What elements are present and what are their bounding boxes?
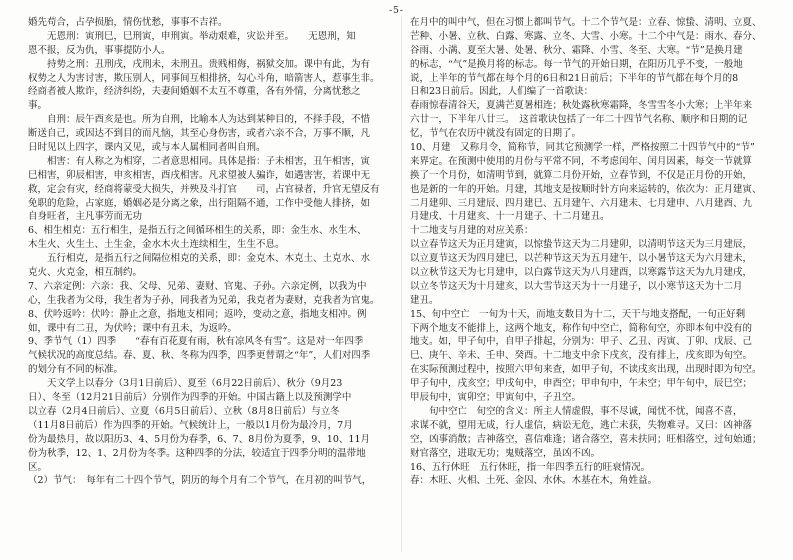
text-line: 16、五行休旺 五行休旺，指一年四季五行的旺衰情况。	[410, 461, 651, 473]
text-line: 10、月建 又称月令，简称节，同其它预测学一样，严格按照二十四节气中的“节”	[410, 142, 755, 154]
text-line: 6、相生相克：五行相生，是指五行之间循环相生的关系，即：金生水、水生木、	[28, 225, 367, 237]
text-line: 天文学上以春分（3月1日前后）、夏至（6月22日前后）、秋分（9月23	[28, 378, 343, 390]
text-line: 芒种、小暑、立秋、白露、寒露、立冬、大雪、小寒。十二个中气是：雨水、春分、	[410, 30, 762, 42]
text-line: 财官落空，进取无功；鬼贼落空，虽凶不凶。	[410, 447, 601, 459]
text-line: 下两个地支不能排上，这两个地支，称作旬中空亡，简称旬空，亦即本旬中没有的	[410, 322, 753, 334]
text-line: 忆，节气在农历中就没有固定的日期了。	[410, 128, 582, 140]
text-line: 巳、庚午、辛未、壬申、癸酉。十二地支中余下戌亥，没有排上，戌亥即为旬空。	[410, 350, 753, 362]
text-line: 在实际预测过程中，按照六甲旬来查，如甲子旬，不读戌亥出现，出现时即为旬空。	[410, 364, 762, 376]
text-line: 8、伏吟返吟：伏吟：静止之意，指地支相同；返吟，变动之意，指地支相冲。例	[28, 308, 367, 320]
text-line: 空，凶事消散；吉神落空，喜信难逢；诸合落空，喜未扶同；旺相落空，过旬始通；	[410, 433, 762, 445]
text-line: （11月8日前后）作为四季的开始。气候统计上，一般以1月份为最冷月，7月	[28, 419, 353, 431]
text-line: 15、旬中空亡 一旬为十天，而地支数目为十二，天干与地支搭配，一旬正好剩	[410, 308, 746, 320]
text-line: 无恩刑：寅刑巳，巳刑寅，申刑寅。举动艰难，灾讼并至。 无恩刑，知	[28, 30, 356, 42]
text-line: 区。	[28, 461, 48, 473]
text-line: 以立冬节这天为十月建亥，以大雪节这天为十一月建子，以小寒节这天为十二月	[410, 280, 743, 292]
text-line: 的划分有不同的标准。	[28, 364, 124, 376]
text-line: 气候状况的高度总结。春、夏、秋、冬称为四季，四季更替谓之“年”，人们对四季	[28, 350, 371, 362]
text-line: 以立春节这天为正月建寅，以惊蛰节这天为二月建卯，以清明节这天为三月建辰，	[410, 239, 753, 251]
page-number: -5-	[389, 6, 404, 16]
text-line: 日和23日前后。因此，人们编了一首歌诀：	[410, 86, 594, 98]
text-line: 免职的危险，占家庭，婚姻必是分离之象，出行阻隔不通，工作中受他人排挤，如	[28, 197, 371, 209]
text-line: 断送自己，或因达不到目的而凡恼，其至心身伤害，或者六亲不合，万事不顺，凡	[28, 128, 371, 140]
text-line: 春：木旺、火相、土死、金囚、水休。木基在木，角姓益。	[410, 475, 658, 487]
text-line: 说，上半年的节气都在每个月的6日和21日前后；下半年的节气都在每个月的8	[410, 72, 739, 84]
text-line: 以立春（2月4日前后）、立夏（6月5日前后）、立秋（8月8日前后）与立冬	[28, 405, 340, 417]
text-line: 婚先苟合，占孕损胎，情伤忧愁，事事不吉祥。	[28, 17, 228, 28]
text-line: 也是新的一年的开始。月建，其地支是按顺时针方向来运转的，依次为：正月建寅、	[410, 183, 762, 195]
text-line: 巳相害，卯辰相害，申亥相害，酉戌相害。凡求望被人骗诈，如遇害害，若课中无	[28, 169, 371, 181]
column-divider	[401, 16, 402, 552]
text-line: 如，课中有二丑，为伏吟；课中有丑未，为返吟。	[28, 322, 238, 334]
text-line: 甲子旬中，戌亥空；甲戌旬中，申酉空；甲申旬中，午未空；甲午旬中，辰巳空；	[410, 378, 753, 390]
text-line: 甲辰旬中，寅卯空；甲寅旬中，子丑空。	[410, 392, 582, 404]
text-line: 克火、火克金，相互制约。	[28, 267, 143, 279]
text-line: 自刑：辰午酉亥是也。所为自刑，比喻本人为达到某种目的，不择手段，不惜	[28, 114, 371, 126]
text-line: 7、六亲定例：六亲：我、父母、兄弟、妻财、官鬼、子孙。六亲定例，以我为中	[28, 280, 367, 292]
text-line: 份为秋季，12、1、2月份为冬季。这种四季的分法，较适宜于四季分明的温带地	[28, 447, 366, 459]
right-column	[410, 16, 772, 552]
text-line: 心，生我者为父母，我生者为子孙，同我者为兄弟，我克者为妻财，克我者为官鬼。	[28, 294, 380, 306]
text-line: 春雨惊春清谷天，夏满芒夏暑相连；秋处露秋寒霜降，冬雪雪冬小大寒；上半年来	[410, 100, 753, 112]
text-line: 日时见以上四字，课内又见，或与本人属相同者叫自刑。	[28, 142, 266, 154]
text-line: 持势之刑：丑刑戌，戌刑未，未刑丑。贵贱相侮，祸狱交加。课中有此，为有	[28, 58, 371, 70]
text-line: 自身旺者，主凡事劳而无功	[28, 211, 143, 223]
text-line: 的标志，“气”是换月将的标志。每一节气的开始日期，在阳历几乎不变，一般地	[410, 58, 743, 70]
text-line: 换了一个月份，如清明节到，就算二月份开始，立春节到，不仅是正月份的开始，	[410, 169, 753, 181]
text-line: 救，定会有灾，经商将蒙受大损失，并殃及斗打官 司，占官禄者，升官无望反有	[28, 183, 380, 195]
text-line: 份为最热月，故以阳历3、4、5月份为春季，6、7、8月份为夏季，9、10、11月	[28, 433, 370, 445]
text-line: 权势之人为害讨害，欺压别人，同事间互相排挤，勾心斗角，暗箭害人，惹事生非。	[28, 72, 380, 84]
text-line: 木生火、火生土、土生金，金水木火土连续相生，生生不息。	[28, 239, 285, 251]
text-line: 来界定。在预测中使用的月份与平常不同，不考虑闰年、闰月因素，每交一节就算	[410, 155, 753, 167]
text-line: 以立秋节这天为七月建申，以白露节这天为八月建酉，以寒露节这天为九月建戌，	[410, 267, 753, 279]
text-line: 日）、冬至（12月21日前后）分别作为四季的开始。中国古籍上以及预测学中	[28, 392, 352, 404]
text-line: 事。	[28, 100, 48, 112]
text-line: 建丑。	[410, 294, 439, 306]
text-line: 求谋不就，望用无成，行人虚信，病讼无危，逃亡未获，失物难寻。又曰：凶神落	[410, 419, 753, 431]
text-line: 相害：有人称之为相穿，二者意思相同。具体是指：子未相害，丑午相害，寅	[28, 155, 371, 167]
text-line: 十二地支与月建的对应关系：	[410, 225, 534, 237]
text-line: 在月中的叫中气，但在习惯上都叫节气。十二个节气是：立春、惊蛰、清明、立夏、	[410, 17, 762, 28]
text-line: 五行相克，是指五行之间隔位相克的关系，即：金克木、木克土、土克水、水	[28, 253, 371, 265]
left-column	[28, 16, 394, 552]
text-line: （2）节气： 每年有二十四个节气，阴历的每个月有二个节气，在月初的叫节气，	[28, 475, 372, 487]
text-line: 以立夏节这天为四月建巳，以芒种节这天为五月建午，以小暑节这天为六月建未，	[410, 253, 753, 265]
text-line: 二月建卯、三月建辰、四月建巳、五月建午、六月建未、七月建申、八月建酉、九	[410, 197, 753, 209]
text-line: 经商者被人欺诈，经济纠纷，夫妻间婚姻不太互不尊重，各有外情，分离忧愁之	[28, 86, 361, 98]
text-line: 恩不报，反为仇，事事提防小人。	[28, 44, 171, 56]
text-line: 月建戌、十月建亥、十一月建子、十二月建丑。	[410, 211, 610, 223]
text-line: 六廿一，下半年八廿三。 这首歌诀包括了一年二十四节气名称、顺序和日期的记	[410, 114, 748, 126]
text-line: 9、季节气（1）四季 “春有百花夏有雨，秋有凉风冬有雪”。这是对一年四季	[28, 336, 364, 348]
text-line: 谷雨、小满、夏至大暑、处暑、秋分、霜降、小雪、冬至、大寒。“节”是换月建	[410, 44, 743, 56]
text-line: 旬中空亡 旬空的含义：所主人情虚假，事不尽诚，闻忧不忧，闻喜不喜，	[410, 405, 743, 417]
text-line: 地支。如，甲子旬中，自甲子排起，分别为：甲子、乙丑、丙寅、丁卯、戊辰、己	[410, 336, 753, 348]
